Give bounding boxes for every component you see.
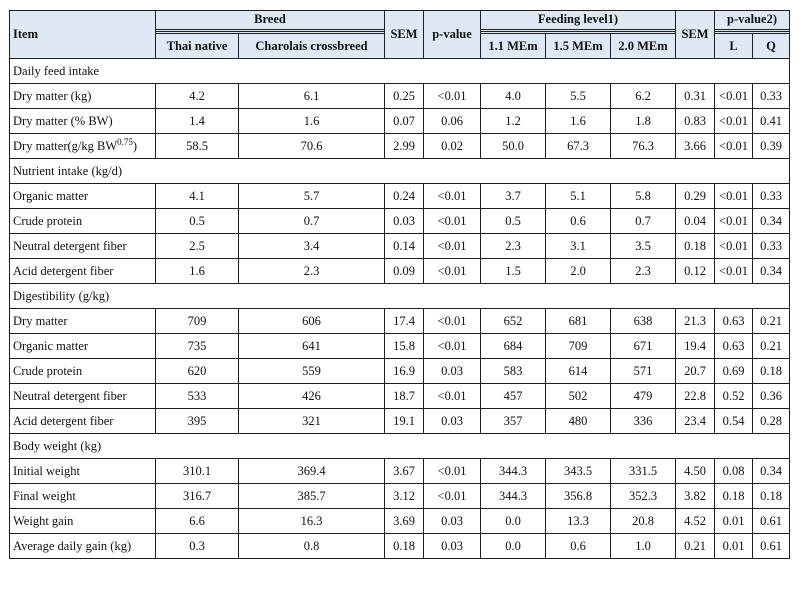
table-cell: 3.67 (385, 459, 424, 484)
table-cell: <0.01 (424, 84, 481, 109)
row-label: Neutral detergent fiber (10, 384, 156, 409)
table-cell: 681 (546, 309, 611, 334)
section-row (10, 284, 790, 309)
table-cell: <0.01 (424, 309, 481, 334)
table-row (10, 134, 790, 159)
table-row (10, 109, 790, 134)
table-cell: 480 (546, 409, 611, 434)
table-cell: <0.01 (715, 109, 753, 134)
table-cell: 0.8 (239, 534, 385, 559)
table-cell: 331.5 (611, 459, 676, 484)
table-cell: 310.1 (156, 459, 239, 484)
table-cell: 385.7 (239, 484, 385, 509)
table-cell: 0.31 (676, 84, 715, 109)
feeding-level-group-header: Feeding level1) (481, 11, 676, 34)
table-cell: 0.09 (385, 259, 424, 284)
table-cell: 671 (611, 334, 676, 359)
table-cell: 0.41 (753, 109, 790, 134)
section-title: Nutrient intake (kg/d) (10, 159, 790, 184)
table-cell: 0.03 (424, 359, 481, 384)
table-cell: 0.28 (753, 409, 790, 434)
section-title: Daily feed intake (10, 59, 790, 84)
row-label: Acid detergent fiber (10, 259, 156, 284)
table-cell: 0.03 (424, 509, 481, 534)
table-cell: 0.69 (715, 359, 753, 384)
table-cell: 614 (546, 359, 611, 384)
table-cell: <0.01 (424, 209, 481, 234)
table-cell: <0.01 (424, 384, 481, 409)
table-cell: 0.21 (753, 309, 790, 334)
table-row (10, 334, 790, 359)
sem-header: SEM (385, 11, 424, 59)
row-label: Final weight (10, 484, 156, 509)
table-cell: 344.3 (481, 459, 546, 484)
table-cell: 0.61 (753, 534, 790, 559)
table-cell: <0.01 (715, 234, 753, 259)
table-cell: 395 (156, 409, 239, 434)
section-row (10, 59, 790, 84)
table-cell: 70.6 (239, 134, 385, 159)
table-cell: 4.2 (156, 84, 239, 109)
table-cell: 19.4 (676, 334, 715, 359)
table-cell: 0.34 (753, 209, 790, 234)
table-cell: 0.0 (481, 509, 546, 534)
table-cell: 0.24 (385, 184, 424, 209)
table-cell: 0.03 (424, 409, 481, 434)
table-cell: 6.2 (611, 84, 676, 109)
table-cell: 1.0 (611, 534, 676, 559)
table-cell: 16.3 (239, 509, 385, 534)
q-header: Q (753, 34, 790, 59)
table-cell: 369.4 (239, 459, 385, 484)
table-cell: <0.01 (424, 259, 481, 284)
table-row (10, 509, 790, 534)
table-cell: 0.34 (753, 459, 790, 484)
table-cell: <0.01 (424, 334, 481, 359)
table-cell: <0.01 (424, 184, 481, 209)
table-cell: 0.21 (676, 534, 715, 559)
table-cell: 709 (156, 309, 239, 334)
table-cell: 15.8 (385, 334, 424, 359)
table-cell: 23.4 (676, 409, 715, 434)
table-row (10, 384, 790, 409)
table-cell: 0.33 (753, 184, 790, 209)
table-cell: 0.08 (715, 459, 753, 484)
row-label: Dry matter(g/kg $BW^{0.75}$) (10, 134, 156, 159)
item-header: Item (10, 11, 156, 59)
table-cell: 1.6 (156, 259, 239, 284)
table-cell: 0.7 (239, 209, 385, 234)
table-cell: 3.4 (239, 234, 385, 259)
table-cell: 2.3 (481, 234, 546, 259)
table-cell: 4.52 (676, 509, 715, 534)
table-cell: 6.6 (156, 509, 239, 534)
table-cell: 5.5 (546, 84, 611, 109)
table-cell: 0.18 (676, 234, 715, 259)
table-cell: 2.0 (546, 259, 611, 284)
table-body (10, 59, 790, 559)
table-cell: 13.3 (546, 509, 611, 534)
section-title: Digestibility (g/kg) (10, 284, 790, 309)
thai-native-header: Thai native (156, 34, 239, 59)
table-cell: 1.2 (481, 109, 546, 134)
row-label: Crude protein (10, 209, 156, 234)
table-row (10, 409, 790, 434)
table-cell: 638 (611, 309, 676, 334)
table-cell: 0.18 (715, 484, 753, 509)
table-cell: 1.4 (156, 109, 239, 134)
table-cell: 641 (239, 334, 385, 359)
table-cell: 22.8 (676, 384, 715, 409)
table-cell: 5.7 (239, 184, 385, 209)
table-row (10, 209, 790, 234)
section-row (10, 159, 790, 184)
table-cell: 2.5 (156, 234, 239, 259)
table-cell: 0.18 (753, 359, 790, 384)
table-row (10, 234, 790, 259)
table-cell: 0.18 (385, 534, 424, 559)
table-cell: 735 (156, 334, 239, 359)
table-cell: 4.0 (481, 84, 546, 109)
table-cell: 2.99 (385, 134, 424, 159)
table-cell: 50.0 (481, 134, 546, 159)
table-cell: 352.3 (611, 484, 676, 509)
table-cell: 6.1 (239, 84, 385, 109)
table-cell: 0.61 (753, 509, 790, 534)
feeding-2-0-header: 2.0 MEm (611, 34, 676, 59)
table-cell: 344.3 (481, 484, 546, 509)
table-cell: 583 (481, 359, 546, 384)
row-label: Weight gain (10, 509, 156, 534)
table-cell: 0.63 (715, 309, 753, 334)
table-row (10, 484, 790, 509)
table-cell: 0.52 (715, 384, 753, 409)
table-cell: 0.21 (753, 334, 790, 359)
table-cell: 457 (481, 384, 546, 409)
table-cell: <0.01 (715, 84, 753, 109)
table-cell: 21.3 (676, 309, 715, 334)
table-cell: 1.8 (611, 109, 676, 134)
table-cell: 0.18 (753, 484, 790, 509)
table-cell: 3.7 (481, 184, 546, 209)
table-cell: 356.8 (546, 484, 611, 509)
row-label: Neutral detergent fiber (10, 234, 156, 259)
table-cell: <0.01 (715, 259, 753, 284)
table-cell: 3.1 (546, 234, 611, 259)
pvalue2-group-header: p-value2) (715, 11, 790, 34)
table-cell: <0.01 (715, 209, 753, 234)
table-row (10, 359, 790, 384)
table-cell: 1.5 (481, 259, 546, 284)
table-cell: 0.04 (676, 209, 715, 234)
table-row (10, 534, 790, 559)
table-cell: 0.6 (546, 209, 611, 234)
row-label: Initial weight (10, 459, 156, 484)
table-cell: 0.14 (385, 234, 424, 259)
table-cell: 3.66 (676, 134, 715, 159)
table-cell: 5.8 (611, 184, 676, 209)
table-cell: 0.3 (156, 534, 239, 559)
table-cell: 3.12 (385, 484, 424, 509)
table-cell: 0.54 (715, 409, 753, 434)
pvalue-header: p-value (424, 11, 481, 59)
row-label: Dry matter (% BW) (10, 109, 156, 134)
sem2-header: SEM (676, 11, 715, 59)
row-label: Dry matter (10, 309, 156, 334)
table-cell: 620 (156, 359, 239, 384)
table-cell: 336 (611, 409, 676, 434)
table-row (10, 259, 790, 284)
table-cell: <0.01 (424, 484, 481, 509)
table-cell: 19.1 (385, 409, 424, 434)
table-cell: 0.12 (676, 259, 715, 284)
table-cell: <0.01 (715, 134, 753, 159)
table-cell: 2.3 (611, 259, 676, 284)
table-cell: 0.01 (715, 534, 753, 559)
table-cell: 0.29 (676, 184, 715, 209)
table-row (10, 309, 790, 334)
table-cell: 426 (239, 384, 385, 409)
table-cell: <0.01 (424, 234, 481, 259)
table-cell: 20.7 (676, 359, 715, 384)
table-cell: 0.33 (753, 234, 790, 259)
table-cell: 0.5 (156, 209, 239, 234)
table-cell: <0.01 (424, 459, 481, 484)
table-cell: 5.1 (546, 184, 611, 209)
table-cell: 0.07 (385, 109, 424, 134)
table-cell: 502 (546, 384, 611, 409)
table-cell: 0.33 (753, 84, 790, 109)
table-cell: 17.4 (385, 309, 424, 334)
table-cell: 0.25 (385, 84, 424, 109)
table-cell: 67.3 (546, 134, 611, 159)
row-label: Acid detergent fiber (10, 409, 156, 434)
table-cell: 16.9 (385, 359, 424, 384)
feeding-1-5-header: 1.5 MEm (546, 34, 611, 59)
table-cell: 571 (611, 359, 676, 384)
table-cell: 0.83 (676, 109, 715, 134)
table-cell: 1.6 (546, 109, 611, 134)
table-cell: 0.02 (424, 134, 481, 159)
table-row (10, 84, 790, 109)
table-cell: 1.6 (239, 109, 385, 134)
breed-group-header: Breed (156, 11, 385, 34)
table-cell: 0.7 (611, 209, 676, 234)
charolais-header: Charolais crossbreed (239, 34, 385, 59)
table-cell: 76.3 (611, 134, 676, 159)
table-cell: 709 (546, 334, 611, 359)
table-cell: 0.01 (715, 509, 753, 534)
table-cell: <0.01 (715, 184, 753, 209)
table-row (10, 459, 790, 484)
table-cell: 2.3 (239, 259, 385, 284)
table-cell: 684 (481, 334, 546, 359)
table-cell: 0.0 (481, 534, 546, 559)
row-label: Average daily gain (kg) (10, 534, 156, 559)
row-label: Dry matter (kg) (10, 84, 156, 109)
row-label: Crude protein (10, 359, 156, 384)
row-label-superscript: 0.75 (117, 137, 133, 148)
table-cell: 4.50 (676, 459, 715, 484)
table-cell: 4.1 (156, 184, 239, 209)
row-label: Organic matter (10, 334, 156, 359)
l-header: L (715, 34, 753, 59)
table-cell: 316.7 (156, 484, 239, 509)
table-cell: 58.5 (156, 134, 239, 159)
table-cell: 3.5 (611, 234, 676, 259)
table-cell: 0.39 (753, 134, 790, 159)
table-cell: 0.5 (481, 209, 546, 234)
table-cell: 321 (239, 409, 385, 434)
table-cell: 0.03 (385, 209, 424, 234)
row-label: Organic matter (10, 184, 156, 209)
table-cell: 0.06 (424, 109, 481, 134)
table-cell: 0.6 (546, 534, 611, 559)
table-cell: 652 (481, 309, 546, 334)
results-table (9, 10, 790, 559)
table-cell: 0.36 (753, 384, 790, 409)
table-cell: 0.34 (753, 259, 790, 284)
table-cell: 3.69 (385, 509, 424, 534)
section-row (10, 434, 790, 459)
table-cell: 3.82 (676, 484, 715, 509)
table-cell: 0.03 (424, 534, 481, 559)
table-cell: 357 (481, 409, 546, 434)
table-cell: 20.8 (611, 509, 676, 534)
table-cell: 18.7 (385, 384, 424, 409)
feeding-1-1-header: 1.1 MEm (481, 34, 546, 59)
section-title: Body weight (kg) (10, 434, 790, 459)
table-cell: 343.5 (546, 459, 611, 484)
table-cell: 533 (156, 384, 239, 409)
table-cell: 0.63 (715, 334, 753, 359)
table-row (10, 184, 790, 209)
table-cell: 606 (239, 309, 385, 334)
table-cell: 559 (239, 359, 385, 384)
table-cell: 479 (611, 384, 676, 409)
